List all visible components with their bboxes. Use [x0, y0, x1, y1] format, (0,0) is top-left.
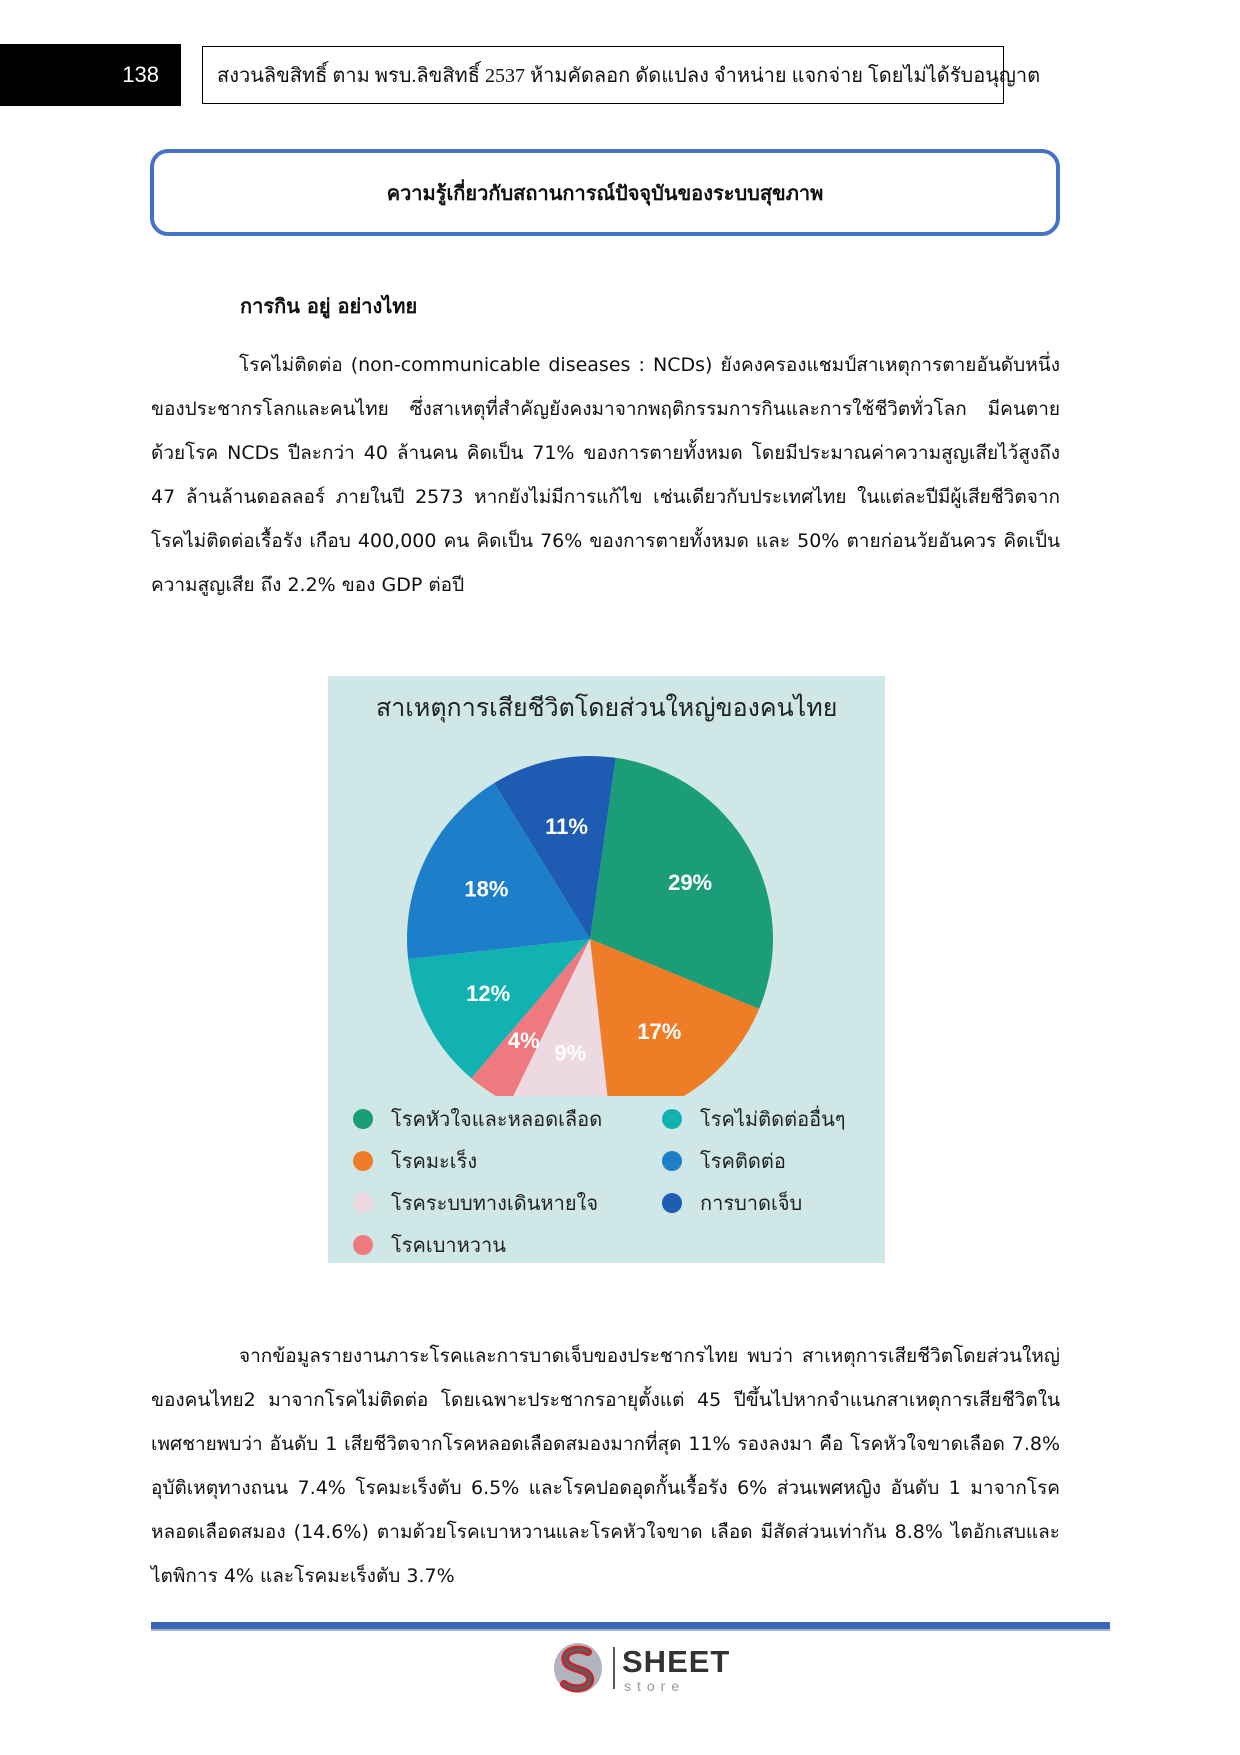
section-title: ความรู้เกี่ยวกับสถานการณ์ปัจจุบันของระบบสุขภาพ [150, 149, 1060, 236]
sheet-store-logo [552, 1640, 732, 1696]
chart-title: สาเหตุการเสียชีวิตโดยส่วนใหญ่ของคนไทย [376, 693, 838, 722]
pie-slice-label: 4% [507, 1027, 540, 1053]
logo-separator [613, 1647, 615, 1689]
legend-label: โรคหัวใจและหลอดเลือด [391, 1107, 603, 1131]
footer-divider [151, 1622, 1110, 1631]
legend-label: โรคติดต่อ [700, 1149, 786, 1173]
legend-label: การบาดเจ็บ [700, 1191, 803, 1215]
legend-item [662, 1103, 846, 1135]
legend-label: โรคไม่ติดต่ออื่นๆ [700, 1107, 846, 1131]
paragraph-text: จากข้อมูลรายงานภาระโรคและการบาดเจ็บของประชากรไทย พบว่า สาเหตุการเสียชีวิตโดยส่วนใหญ่ของคนไทย2 มาจากโรคไม่ติดต่อ โดยเฉพาะประชากรอายุตั้งแต่ 45 ปีขึ้นไปหากจำแนกสาเหตุการเสียชีวิตในเพศชายพบว่า อันดับ 1 เสียชีวิตจากโรคหลอดเลือดสมองมากที่สุด 11% รองลงมา คือ โรคหัวใจขาดเลือด 7.8% อุบัติเหตุทางถนน 7.4% โรคมะเร็งตับ 6.5% และโรคปอดอุดกั้นเรื้อรัง 6% ส่วนเพศหญิง อันดับ 1 มาจากโรคหลอดเลือดสมอง (14.6%) ตามด้วยโรคเบาหวานและโรคหัวใจขาด เลือด มีสัดส่วนเท่ากัน 8.8% ไตอักเสบและไตพิการ 4% และโรคมะเร็งตับ 3.7% [151, 1345, 1060, 1587]
legend-item [353, 1187, 598, 1219]
legend-item [353, 1103, 602, 1135]
sheet-store-logo-icon [552, 1640, 604, 1696]
pie-chart-figure [328, 676, 885, 1263]
paragraph-text: โรคไม่ติดต่อ (non-communicable diseases : NCDs) ยังคงครองแชมป์สาเหตุการตายอันดับหนึ่ง ของประชากรโลกและคนไทย ซึ่งสาเหตุที่สำคัญยังคงมาจากพฤติกรรมการกินและการใช้ชีวิตทั่วโลก มีคนตายด้วยโรค NCDs ปีละกว่า 40 ล้านคน คิดเป็น 71% ของการตายทั้งหมด โดยมีประมาณค่าความสูญเสียไว้สูงถึง 47 ล้านล้านดอลลอร์ ภายในปี 2573 หากยังไม่มีการแก้ไข เช่นเดียวกับประเทศไทย ในแต่ละปีมีผู้เสียชีวิตจากโรคไม่ติดต่อเรื้อรัง เกือบ 400,000 คน คิดเป็น 76% ของการตายทั้งหมด และ 50% ตายก่อนวัยอันควร คิดเป็นความสูญเสีย ถึง 2.2% ของ GDP ต่อปี [151, 354, 1060, 596]
legend-swatch [353, 1151, 373, 1171]
legend-item [353, 1229, 506, 1261]
paragraph-mortality-detail [151, 1334, 1060, 1598]
legend-swatch [353, 1193, 373, 1213]
legend-swatch [662, 1109, 682, 1129]
logo-subtext: store [624, 1678, 686, 1694]
legend-label: โรคมะเร็ง [391, 1149, 478, 1173]
logo-text: SHEET [622, 1644, 731, 1679]
pie-slice-label: 12% [466, 981, 511, 1007]
pie-slice-label: 29% [668, 869, 713, 895]
legend-swatch [662, 1193, 682, 1213]
legend-label: โรคเบาหวาน [391, 1233, 506, 1257]
legend-label: โรคระบบทางเดินหายใจ [391, 1191, 599, 1215]
section-heading: การกิน อยู่ อย่างไทย [240, 294, 418, 318]
legend-swatch [353, 1235, 373, 1255]
legend-item [662, 1145, 786, 1177]
pie-slice-label: 11% [545, 814, 588, 840]
pie-slice-label: 9% [554, 1040, 587, 1066]
legend-item [353, 1145, 477, 1177]
page-number: 138 [0, 44, 181, 106]
legend-swatch [353, 1109, 373, 1129]
pie-chart [328, 676, 885, 1096]
paragraph-ncd-overview [151, 343, 1060, 607]
legend-swatch [662, 1151, 682, 1171]
pie-slice-label: 18% [464, 876, 509, 902]
pie-slice-label: 17% [637, 1019, 682, 1045]
legend-item [662, 1187, 802, 1219]
copyright-notice: สงวนลิขสิทธิ์ ตาม พรบ.ลิขสิทธิ์ 2537 ห้ามคัดลอก ดัดแปลง จำหน่าย แจกจ่าย โดยไม่ได้รับอนุญาต [202, 46, 1004, 104]
